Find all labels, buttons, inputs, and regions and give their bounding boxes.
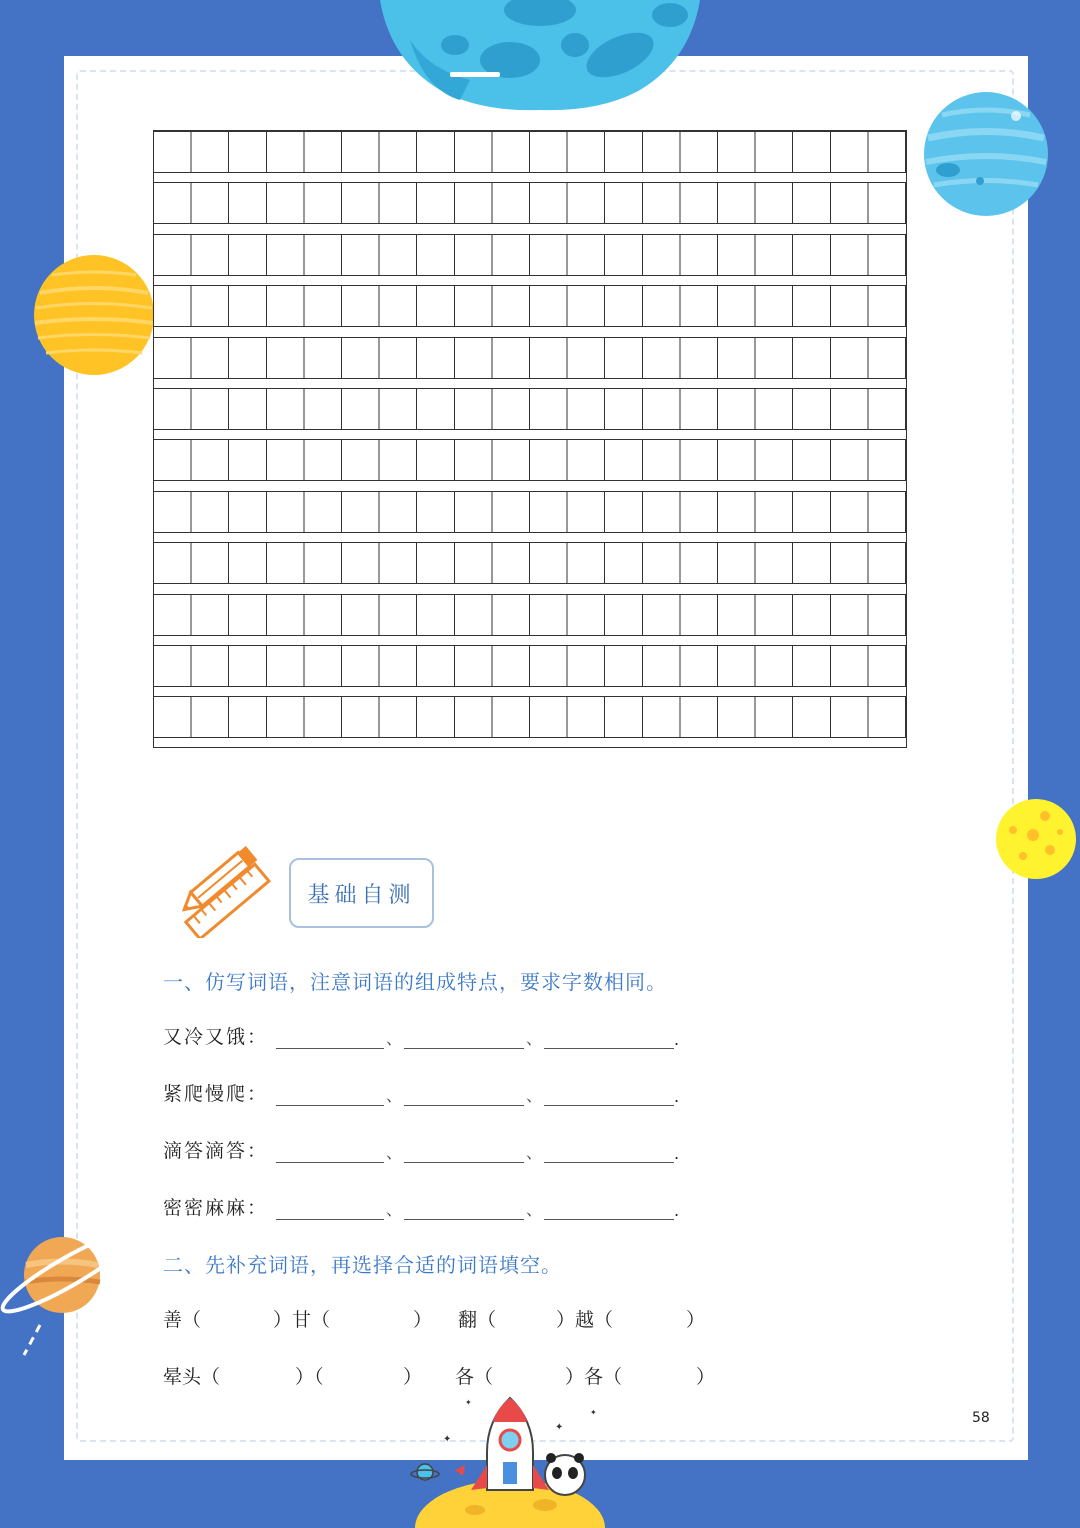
imitation-row xyxy=(163,1022,679,1049)
grid-row[interactable] xyxy=(154,182,906,224)
fill-segment: ）越（ xyxy=(556,1309,614,1331)
saturn-decoration xyxy=(0,1230,140,1360)
fill-segment: ）甘（ xyxy=(273,1309,331,1331)
grid-row[interactable] xyxy=(154,542,906,584)
fill-segment: ）各（ xyxy=(565,1366,623,1388)
imitation-row xyxy=(163,1136,679,1163)
separator: 、 xyxy=(526,1200,543,1219)
example-word: 滴答滴答： xyxy=(163,1140,269,1162)
yellow-planet-decoration xyxy=(995,798,1077,880)
pencil-ruler-icon xyxy=(172,838,272,938)
end-mark: . xyxy=(674,1087,680,1106)
moon-top-decoration xyxy=(370,0,710,115)
grid-row[interactable] xyxy=(154,439,906,481)
answer-blank[interactable] xyxy=(276,1199,384,1220)
separator: 、 xyxy=(386,1143,403,1162)
fill-segment: 善（ xyxy=(163,1309,202,1331)
fill-segment: ）（ xyxy=(295,1366,324,1388)
example-word: 密密麻麻： xyxy=(163,1197,269,1219)
answer-blank[interactable] xyxy=(544,1085,674,1106)
grid-row[interactable] xyxy=(154,645,906,687)
orange-planet-decoration xyxy=(32,253,156,377)
fill-segment: ） xyxy=(403,1366,423,1388)
separator: 、 xyxy=(526,1029,543,1048)
fill-segment: 晕头（ xyxy=(163,1366,221,1388)
grid-row[interactable] xyxy=(154,234,906,276)
example-word: 又冷又饿： xyxy=(163,1026,269,1048)
answer-blank[interactable] xyxy=(276,1028,384,1049)
end-mark: . xyxy=(674,1201,680,1220)
fill-segment: 各（ xyxy=(455,1366,494,1388)
separator: 、 xyxy=(386,1029,403,1048)
separator: 、 xyxy=(386,1086,403,1105)
separator: 、 xyxy=(386,1200,403,1219)
answer-blank[interactable] xyxy=(276,1085,384,1106)
writing-grid xyxy=(153,130,907,748)
grid-row[interactable] xyxy=(154,696,906,738)
section-badge: 基础自测 xyxy=(289,858,434,928)
answer-blank[interactable] xyxy=(404,1199,524,1220)
grid-row[interactable] xyxy=(154,491,906,533)
answer-blank[interactable] xyxy=(544,1028,674,1049)
fill-segment: ） xyxy=(696,1366,716,1388)
section-one-title: 一、仿写词语，注意词语的组成特点，要求字数相同。 xyxy=(163,970,667,994)
blue-planet-decoration xyxy=(922,90,1050,218)
imitation-row xyxy=(163,1193,679,1220)
svg-text:✦: ✦ xyxy=(465,1398,472,1407)
end-mark: . xyxy=(674,1144,680,1163)
answer-blank[interactable] xyxy=(404,1085,524,1106)
imitation-row xyxy=(163,1079,679,1106)
svg-text:✦: ✦ xyxy=(443,1434,452,1445)
grid-row[interactable] xyxy=(154,337,906,379)
answer-blank[interactable] xyxy=(404,1028,524,1049)
separator: 、 xyxy=(526,1086,543,1105)
end-mark: . xyxy=(674,1030,680,1049)
example-word: 紧爬慢爬： xyxy=(163,1083,269,1105)
svg-text:✦: ✦ xyxy=(590,1408,597,1417)
fill-segment: 翻（ xyxy=(458,1309,497,1331)
section-two-title: 二、先补充词语，再选择合适的词语填空。 xyxy=(163,1253,562,1277)
page-number: 58 xyxy=(972,1410,990,1426)
fill-segment: ） xyxy=(686,1309,706,1331)
grid-row[interactable] xyxy=(154,388,906,430)
grid-row[interactable] xyxy=(154,594,906,636)
answer-blank[interactable] xyxy=(276,1142,384,1163)
grid-row[interactable] xyxy=(154,131,906,173)
fill-segment: ） xyxy=(413,1309,433,1331)
answer-blank[interactable] xyxy=(544,1199,674,1220)
rocket-panda-decoration xyxy=(405,1380,615,1528)
svg-text:✦: ✦ xyxy=(555,1422,564,1433)
answer-blank[interactable] xyxy=(404,1142,524,1163)
grid-row[interactable] xyxy=(154,285,906,327)
separator: 、 xyxy=(526,1143,543,1162)
answer-blank[interactable] xyxy=(544,1142,674,1163)
